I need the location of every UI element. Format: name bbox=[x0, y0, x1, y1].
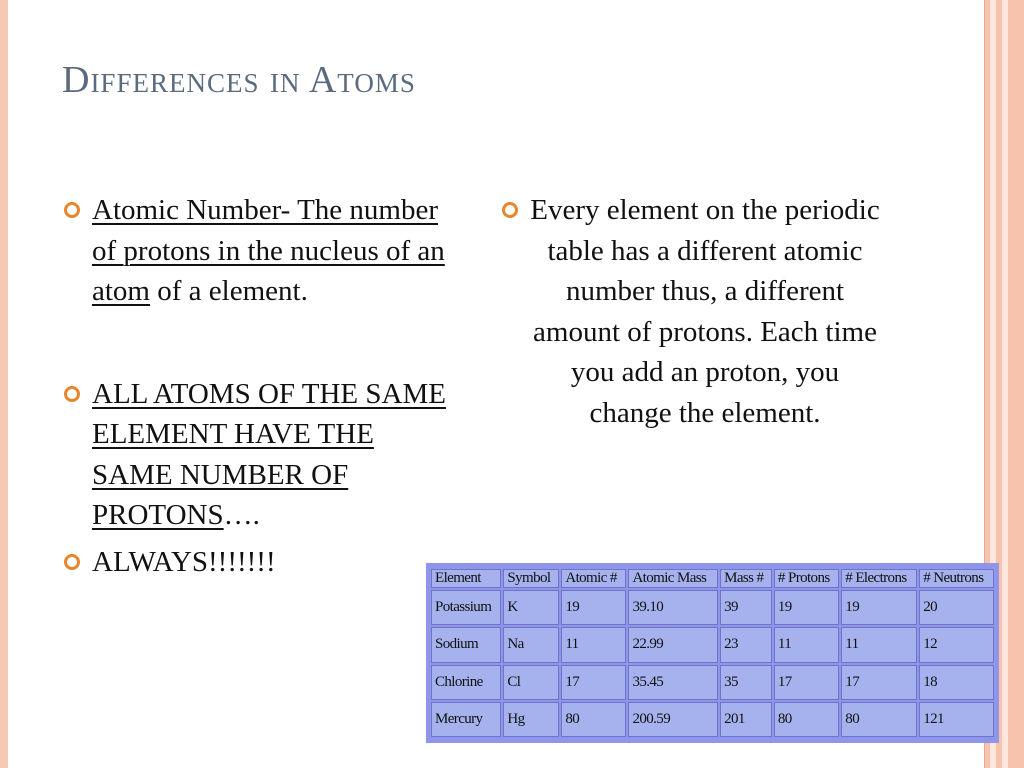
slide-title: Differences in Atoms bbox=[62, 59, 416, 101]
left-bullet-list bbox=[62, 190, 452, 582]
bullet-ring-icon bbox=[64, 386, 80, 402]
bullet-plain-text: ALWAYS!!!!!!! bbox=[92, 545, 276, 578]
slide-left-border bbox=[0, 0, 8, 768]
table-cell: K bbox=[503, 590, 559, 625]
table-row bbox=[431, 665, 994, 700]
table-header-row bbox=[431, 569, 994, 588]
table-cell: 80 bbox=[841, 702, 917, 737]
table-row bbox=[431, 702, 994, 737]
right-bullet-list bbox=[500, 190, 880, 433]
table-cell: Sodium bbox=[431, 627, 501, 662]
bullet-plain-text: of a element. bbox=[150, 275, 308, 307]
table-cell: 23 bbox=[720, 627, 772, 662]
table-cell: 80 bbox=[561, 702, 626, 737]
bullet-every-element bbox=[500, 190, 880, 433]
table-cell: 11 bbox=[774, 627, 839, 662]
table-cell: 19 bbox=[841, 590, 917, 625]
table-cell: 17 bbox=[561, 665, 626, 700]
bullet-atomic-number bbox=[62, 190, 452, 312]
table-cell: Na bbox=[503, 627, 559, 662]
header-cell: # Neutrons bbox=[919, 569, 994, 588]
header-cell: Symbol bbox=[503, 569, 559, 588]
table-cell: 19 bbox=[561, 590, 626, 625]
bullet-underlined-text: Atomic Number- The number of protons in the nucleus of an atom bbox=[92, 194, 445, 307]
table-row bbox=[431, 627, 994, 662]
bullet-same-protons bbox=[62, 374, 452, 536]
table-cell: 22.99 bbox=[628, 627, 718, 662]
table-cell: 17 bbox=[841, 665, 917, 700]
table-cell: 12 bbox=[919, 627, 994, 662]
bullet-always bbox=[62, 542, 452, 583]
table-cell: 18 bbox=[919, 665, 994, 700]
element-table-image bbox=[426, 563, 999, 743]
header-cell: Atomic Mass bbox=[628, 569, 718, 588]
table-cell: 19 bbox=[774, 590, 839, 625]
bullet-plain-text: …. bbox=[223, 499, 260, 531]
table-cell: 11 bbox=[841, 627, 917, 662]
bullet-ring-icon bbox=[502, 202, 518, 218]
table-cell: 17 bbox=[774, 665, 839, 700]
table-cell: 11 bbox=[561, 627, 626, 662]
table-cell: 200.59 bbox=[628, 702, 718, 737]
bullet-ring-icon bbox=[64, 202, 80, 218]
header-cell: Atomic # bbox=[561, 569, 626, 588]
bullet-underlined-text: ALL ATOMS OF THE SAME ELEMENT HAVE THE SAME NUMBER OF PROTONS bbox=[92, 377, 446, 531]
table-cell: 39 bbox=[720, 590, 772, 625]
header-cell: Mass # bbox=[720, 569, 772, 588]
table-cell: Cl bbox=[503, 665, 559, 700]
table-cell: 121 bbox=[919, 702, 994, 737]
table-cell: 80 bbox=[774, 702, 839, 737]
bullet-ring-icon bbox=[64, 554, 80, 570]
table-cell: Hg bbox=[503, 702, 559, 737]
table-cell: 35.45 bbox=[628, 665, 718, 700]
header-cell: # Protons bbox=[774, 569, 839, 588]
header-cell: # Electrons bbox=[841, 569, 917, 588]
table-cell: Mercury bbox=[431, 702, 501, 737]
table-cell: Chlorine bbox=[431, 665, 501, 700]
table-cell: 39.10 bbox=[628, 590, 718, 625]
table-cell: 35 bbox=[720, 665, 772, 700]
bullet-text: Every element on the periodic table has a different atomic number thus, a different amount of protons. Each time you add an proton, you change the element. bbox=[530, 194, 880, 429]
table-cell: Potassium bbox=[431, 590, 501, 625]
header-cell: Element bbox=[431, 569, 501, 588]
table-cell: 20 bbox=[919, 590, 994, 625]
table-cell: 201 bbox=[720, 702, 772, 737]
element-table bbox=[429, 567, 996, 739]
table-row bbox=[431, 590, 994, 625]
